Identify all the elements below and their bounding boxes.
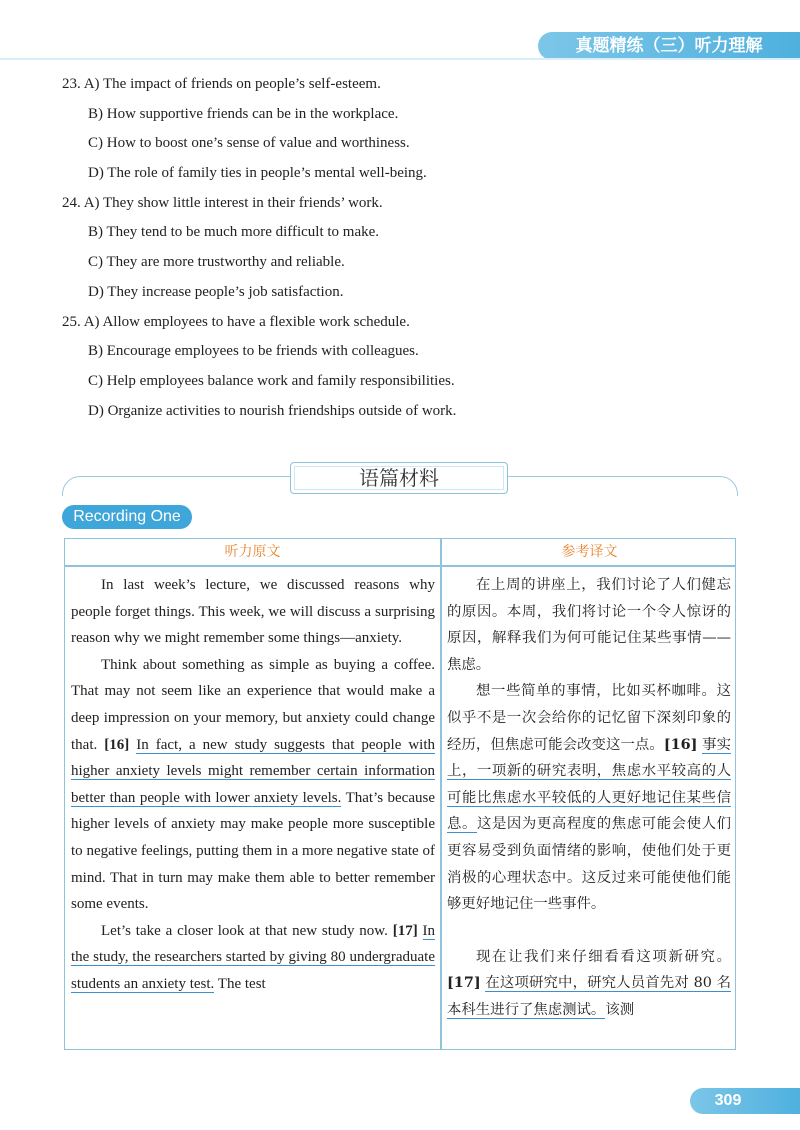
transcript-table — [64, 538, 736, 1050]
page-number: 309 — [714, 1092, 742, 1109]
column-divider — [440, 539, 442, 1049]
question-24-option-c: C) They are more trustworthy and reliable. — [88, 254, 345, 271]
answer-17-underline: In the study, the researchers started by giving 80 undergraduate students an anxiety test. — [71, 922, 436, 992]
question-23-option-d: D) The role of family ties in people’s mental well-being. — [88, 165, 427, 182]
en-paragraph-3: Let’s take a closer look at that new study now. [17] In the study, the researchers started by giving 80 undergraduate students an anxiety test. The test — [71, 922, 436, 992]
question-24-option-b: B) They tend to be much more difficult to make. — [88, 224, 380, 241]
header-separator — [65, 565, 735, 567]
zh-paragraph-2: 想一些简单的事情，比如买杯咖啡。这似乎不是一次会给你的记忆留下深刻印象的经历，但焦虑可能会改变这一点。[16] 事实上，一项新的研究表明，焦虑水平较高的人可能比焦虑水平较低的人更好地记住某些信息。这是因为更高程度的焦虑可能会使人们更容易受到负面情绪的影响，使他们处于更消极的心理状态中。这反过来可能使他们能够更好地记住一些事件。 — [447, 683, 731, 913]
question-23-option-c: C) How to boost one’s sense of value and worthiness. — [88, 135, 410, 152]
zh-answer-17-underline: 在这项研究中，研究人员首先对 80 名本科生进行了焦虑测试。 — [447, 975, 731, 1018]
zh-answer-16-underline: 事实上，一项新的研究表明，焦虑水平较高的人可能比焦虑水平较低的人更好地记住某些信息。 — [447, 736, 731, 833]
question-23-option-b: B) How supportive friends can be in the workplace. — [88, 105, 399, 122]
chapter-title: 真题精练（三）听力理解 — [575, 36, 763, 56]
zh-paragraph-1: 在上周的讲座上，我们讨论了人们健忘的原因。本周，我们将讨论一个令人惊讶的原因，解释我们为何可能记住某些事情——焦虑。 — [447, 577, 731, 673]
section-header — [62, 462, 738, 494]
marker-17: [17] — [392, 922, 418, 939]
question-24-option-d: D) They increase people’s job satisfaction. — [88, 283, 344, 300]
chapter-header-tab — [538, 32, 800, 60]
recording-label: Recording One — [62, 505, 192, 529]
zh-marker-17: [17] — [447, 974, 481, 992]
question-list — [62, 70, 662, 426]
english-transcript — [71, 572, 435, 998]
zh-paragraph-3: 现在让我们来仔细看看这项新研究。[17] 在这项研究中，研究人员首先对 80 名本科生进行了焦虑测试。该测 — [447, 948, 731, 1018]
answer-16-underline: In fact, a new study suggests that people with higher anxiety levels might remember certain information better than people with lower anxiety levels. — [71, 736, 436, 806]
column-header-translation: 参考译文 — [561, 544, 618, 560]
section-title: 语篇材料 — [290, 462, 508, 494]
chinese-translation — [447, 572, 731, 1024]
en-paragraph-1: In last week’s lecture, we discussed reasons why people forget things. This week, we will discuss a surprising reason why we might remember some things—anxiety. — [71, 577, 435, 647]
question-23-option-a: 23. A) The impact of friends on people’s self-esteem. — [62, 76, 381, 92]
question-25-option-a: 25. A) Allow employees to have a flexible work schedule. — [62, 313, 410, 330]
question-25-option-d: D) Organize activities to nourish friendships outside of work. — [88, 402, 457, 419]
zh-marker-16: [16] — [663, 735, 698, 753]
header-rule — [0, 58, 800, 60]
column-header-original: 听力原文 — [224, 544, 281, 560]
question-25-option-b: B) Encourage employees to be friends with colleagues. — [88, 343, 419, 360]
marker-16: [16] — [104, 736, 130, 753]
question-24-option-a: 24. A) They show little interest in their friends’ work. — [62, 194, 383, 211]
question-25-option-c: C) Help employees balance work and family responsibilities. — [88, 372, 455, 389]
en-paragraph-2: Think about something as simple as buying a coffee. That may not seem like an experience that would make a deep impression on your memory, but anxiety could change that. [16] In fact, a new study suggests that people with higher anxiety levels might remember certain information better than people with lower anxiety levels. That’s because higher levels of anxiety may make people more susceptible to negative feelings, putting them in a more negative state of mind. That in turn may make them able to better remember some events. — [71, 656, 436, 913]
